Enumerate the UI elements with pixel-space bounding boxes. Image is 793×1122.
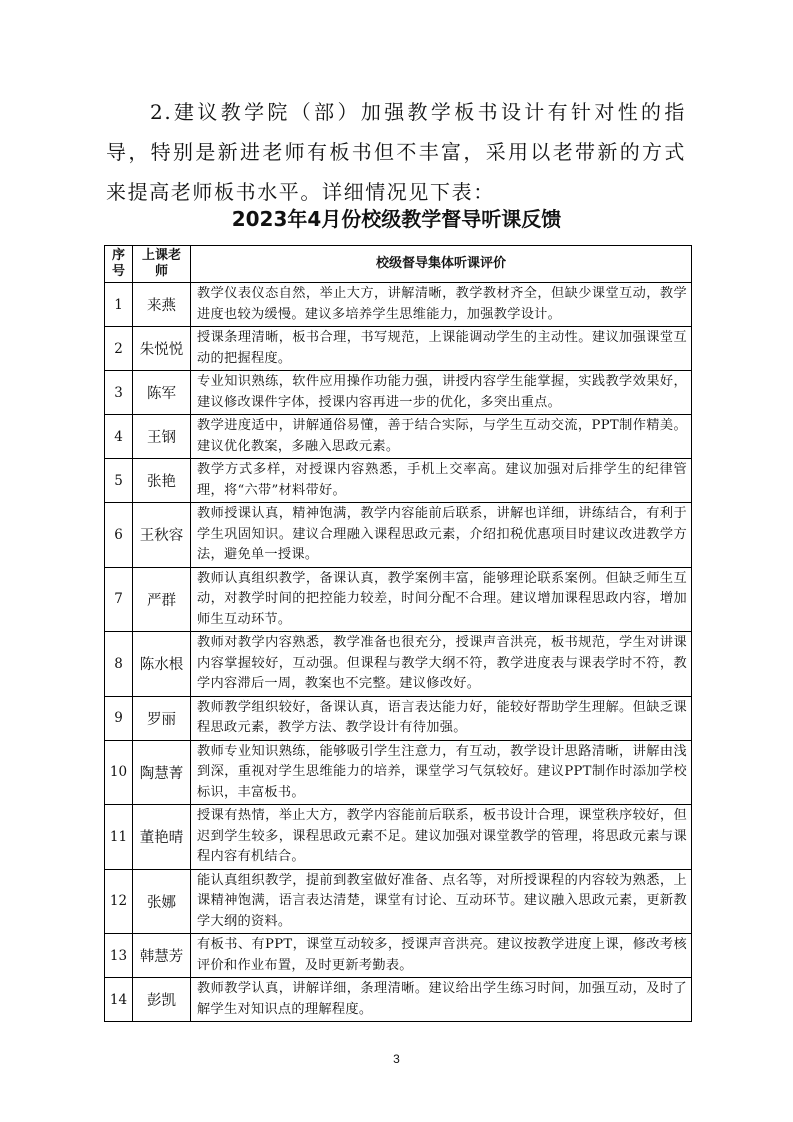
table-row bbox=[105, 869, 692, 934]
row-seq: 5 bbox=[105, 459, 133, 503]
row-seq: 1 bbox=[105, 283, 133, 327]
row-seq: 14 bbox=[105, 978, 133, 1022]
row-seq: 4 bbox=[105, 415, 133, 459]
row-seq: 9 bbox=[105, 696, 133, 740]
table-row bbox=[105, 567, 692, 632]
page-number: 3 bbox=[393, 1052, 400, 1066]
table-row bbox=[105, 805, 692, 870]
row-evaluation: 教师对教学内容熟悉，教学准备也很充分，授课声音洪亮，板书规范，学生对讲课内容掌握较好，互动强。但课程与教学大纲不符，教学进度表与课表学时不符，教学内容滞后一周，教案也不完整。建议修改好。 bbox=[191, 632, 692, 697]
row-seq: 7 bbox=[105, 567, 133, 632]
row-teacher: 王秋容 bbox=[133, 503, 191, 568]
row-evaluation: 有板书、有PPT，课堂互动较多，授课声音洪亮。建议按教学进度上课，修改考核评价和作业布置，及时更新考勤表。 bbox=[191, 934, 692, 978]
row-evaluation: 教师教学组织较好，备课认真，语言表达能力好，能较好帮助学生理解。但缺乏课程思政元素，教学方法、教学设计有待加强。 bbox=[191, 696, 692, 740]
header-evaluation: 校级督导集体听课评价 bbox=[191, 246, 692, 283]
intro-paragraph: 2.建议教学院（部）加强教学板书设计有针对性的指导，特别是新进老师有板书但不丰富，采用以老带新的方式来提高老师板书水平。详细情况见下表： bbox=[106, 100, 686, 204]
row-teacher: 韩慧芳 bbox=[133, 934, 191, 978]
table-row bbox=[105, 283, 692, 327]
row-teacher: 王钢 bbox=[133, 415, 191, 459]
table-row bbox=[105, 632, 692, 697]
header-teacher: 上课老师 bbox=[133, 246, 191, 283]
table-row bbox=[105, 503, 692, 568]
row-evaluation: 授课有热情，举止大方，教学内容能前后联系，板书设计合理，课堂秩序较好，但迟到学生较多，课程思政元素不足。建议加强对课堂教学的管理，将思政元素与课程内容有机结合。 bbox=[191, 805, 692, 870]
row-evaluation: 授课条理清晰，板书合理，书写规范，上课能调动学生的主动性。建议加强课堂互动的把握程度。 bbox=[191, 327, 692, 371]
table-header-row bbox=[105, 246, 692, 283]
table-row bbox=[105, 934, 692, 978]
row-teacher: 董艳晴 bbox=[133, 805, 191, 870]
table-row bbox=[105, 740, 692, 805]
table-row bbox=[105, 371, 692, 415]
table-row bbox=[105, 327, 692, 371]
row-seq: 2 bbox=[105, 327, 133, 371]
row-evaluation: 教学仪表仪态自然，举止大方，讲解清晰，教学教材齐全，但缺少课堂互动，教学进度也较为缓慢。建议多培养学生思维能力，加强教学设计。 bbox=[191, 283, 692, 327]
row-seq: 11 bbox=[105, 805, 133, 870]
row-teacher: 来燕 bbox=[133, 283, 191, 327]
row-evaluation: 教师专业知识熟练，能够吸引学生注意力，有互动，教学设计思路清晰，讲解由浅到深，重视对学生思维能力的培养，课堂学习气氛较好。建议PPT制作时添加学校标识，丰富板书。 bbox=[191, 740, 692, 805]
row-evaluation: 教师教学认真，讲解详细，条理清晰。建议给出学生练习时间，加强互动，及时了解学生对知识点的理解程度。 bbox=[191, 978, 692, 1022]
row-teacher: 严群 bbox=[133, 567, 191, 632]
row-evaluation: 教学方式多样，对授课内容熟悉，手机上交率高。建议加强对后排学生的纪律管理，将“六带”材料带好。 bbox=[191, 459, 692, 503]
table-title: 2023年4月份校级教学督导听课反馈 bbox=[231, 207, 562, 231]
row-teacher: 陈水根 bbox=[133, 632, 191, 697]
row-teacher: 张艳 bbox=[133, 459, 191, 503]
table-row bbox=[105, 415, 692, 459]
row-seq: 6 bbox=[105, 503, 133, 568]
table-row bbox=[105, 459, 692, 503]
row-seq: 13 bbox=[105, 934, 133, 978]
row-seq: 8 bbox=[105, 632, 133, 697]
row-teacher: 陶慧菁 bbox=[133, 740, 191, 805]
row-evaluation: 专业知识熟练，软件应用操作功能力强，讲授内容学生能掌握，实践教学效果好，建议修改课件字体，授课内容再进一步的优化，多突出重点。 bbox=[191, 371, 692, 415]
header-seq: 序号 bbox=[105, 246, 133, 283]
row-teacher: 朱悦悦 bbox=[133, 327, 191, 371]
feedback-table bbox=[104, 245, 692, 1022]
row-evaluation: 教师认真组织教学，备课认真，教学案例丰富，能够理论联系案例。但缺乏师生互动，对教学时间的把控能力较差，时间分配不合理。建议增加课程思政内容，增加师生互动环节。 bbox=[191, 567, 692, 632]
row-evaluation: 教学进度适中，讲解通俗易懂，善于结合实际，与学生互动交流，PPT制作精美。建议优化教案，多融入思政元素。 bbox=[191, 415, 692, 459]
table-row bbox=[105, 978, 692, 1022]
table-row bbox=[105, 696, 692, 740]
row-teacher: 彭凯 bbox=[133, 978, 191, 1022]
row-seq: 12 bbox=[105, 869, 133, 934]
row-evaluation: 能认真组织教学，提前到教室做好准备、点名等，对所授课程的内容较为熟悉，上课精神饱满，语言表达清楚，课堂有讨论、互动环节。建议融入思政元素，更新教学大纲的资料。 bbox=[191, 869, 692, 934]
row-evaluation: 教师授课认真，精神饱满，教学内容能前后联系，讲解也详细，讲练结合，有利于学生巩固知识。建议合理融入课程思政元素，介绍扣税优惠项目时建议改进教学方法，避免单一授课。 bbox=[191, 503, 692, 568]
row-teacher: 张娜 bbox=[133, 869, 191, 934]
row-seq: 3 bbox=[105, 371, 133, 415]
row-seq: 10 bbox=[105, 740, 133, 805]
row-teacher: 陈军 bbox=[133, 371, 191, 415]
row-teacher: 罗丽 bbox=[133, 696, 191, 740]
